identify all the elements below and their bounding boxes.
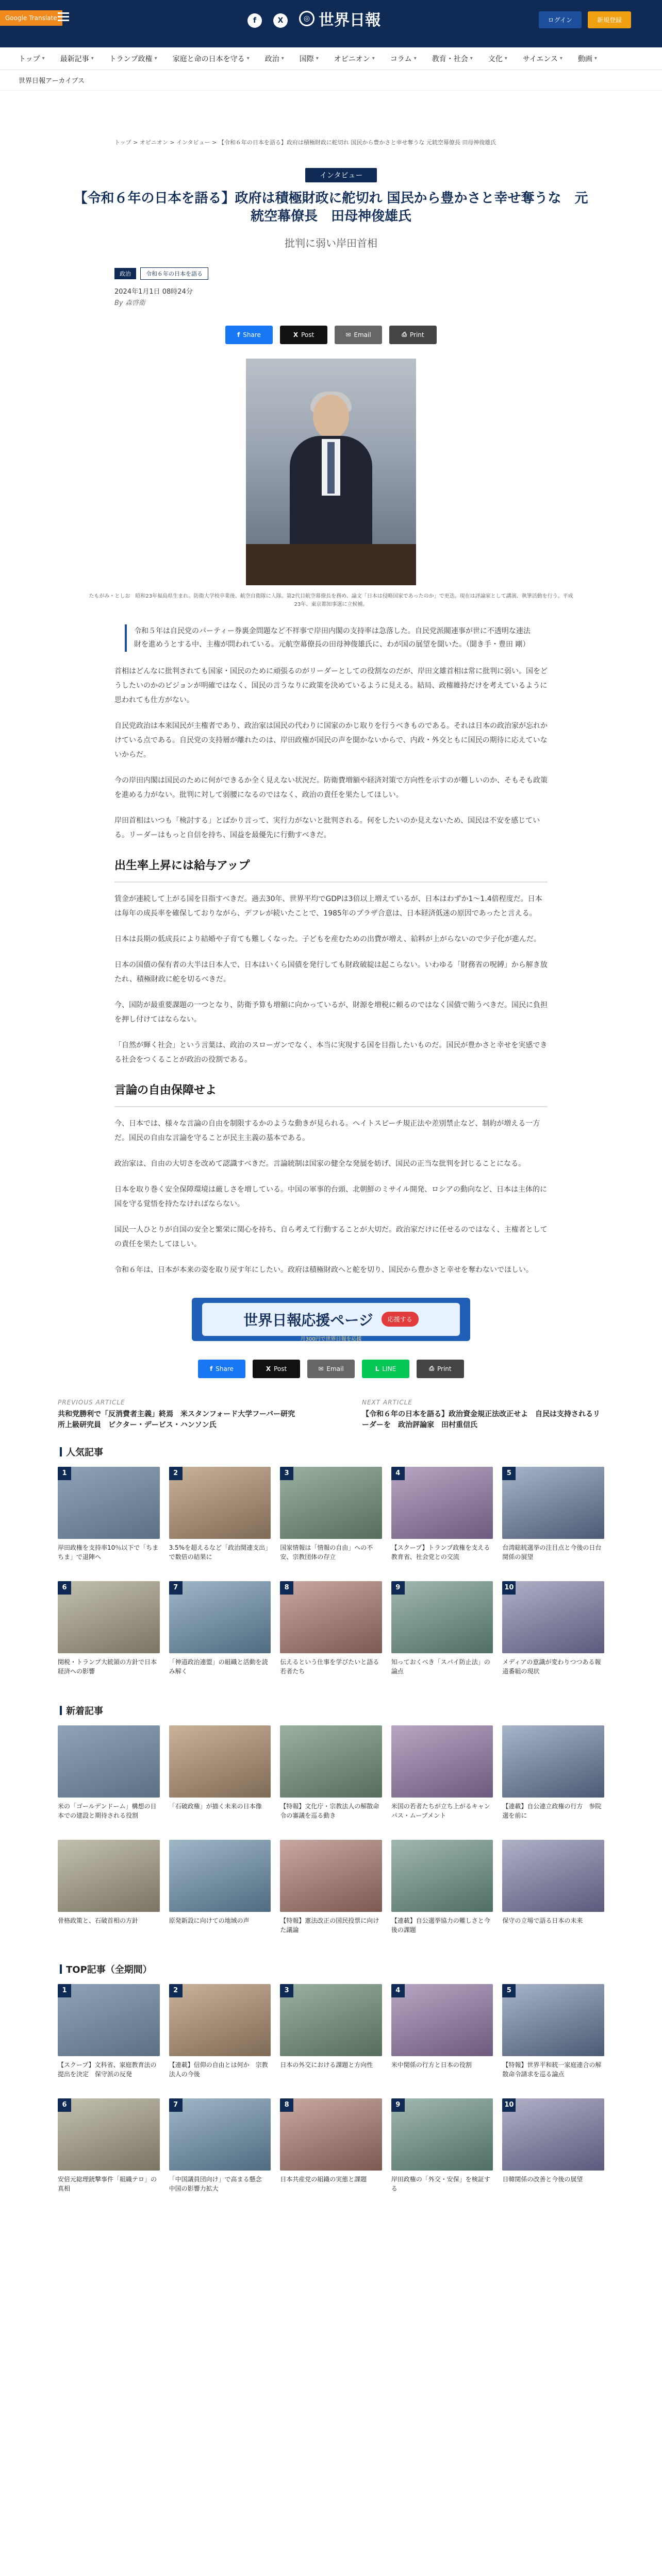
article-card[interactable] bbox=[502, 2098, 604, 2204]
paragraph: 岸田首相はいつも「検討する」とばかり言って、実行力がないと批判される。何をしたいのか見えないため、国民は不安を感じている。リーダーはもっと自信を持ち、国益を最優先に行動すべきだ。 bbox=[114, 816, 540, 839]
publish-date: 2024年1月1日 08時24分 bbox=[114, 288, 193, 296]
article-card-title[interactable]: 骨格政策と、石破首相の方針 bbox=[58, 1917, 139, 1924]
nav-item[interactable]: 動画 ▾ bbox=[578, 54, 597, 64]
popular-section bbox=[58, 1445, 604, 1686]
top-grid bbox=[58, 1984, 604, 2204]
share-x-button[interactable] bbox=[253, 1360, 300, 1378]
author-byline[interactable]: By 森啓衛 bbox=[114, 299, 145, 307]
nav-item[interactable]: 文化 ▾ bbox=[488, 54, 507, 64]
article-card[interactable] bbox=[280, 2098, 382, 2204]
new-grid bbox=[58, 1725, 604, 1945]
article-thumbnail[interactable] bbox=[169, 2098, 271, 2171]
article-card-title[interactable]: 【スクープ】文科省、家庭教育法の提出を決定 保守派の反発 bbox=[58, 2061, 157, 2078]
article-card[interactable] bbox=[280, 1984, 382, 2089]
rank-badge: 4 bbox=[391, 1467, 405, 1480]
article-card-title[interactable]: 台湾総統選挙の注目点と今後の日台関係の展望 bbox=[502, 1544, 602, 1561]
nav-item[interactable]: 政治 ▾ bbox=[265, 54, 284, 64]
x-icon[interactable]: X bbox=[273, 13, 288, 28]
article-card-title[interactable]: 伝えるという仕事を学びたいと語る若者たち bbox=[280, 1658, 379, 1675]
rank-badge: 6 bbox=[58, 1581, 71, 1595]
paragraph: 首相はどんなに批判されても国家・国民のために頑張るのがリーダーとしての役割なのだが、岸田文雄首相は常に批判に弱い。国をどうしたいのかのビジョンが明確ではなく、国民の言うなりに政策を決めているように見える。結局、政権維持だけを考えているように思われても仕方がない。 bbox=[114, 667, 548, 704]
print-icon: ⎙ bbox=[402, 331, 407, 338]
article-card-title[interactable]: 米の「ゴールデンドーム」構想の日本での建設と期待される役割 bbox=[58, 1802, 157, 1820]
article-card-title[interactable]: 保守の立場で語る日本の未来 bbox=[502, 1917, 583, 1924]
article-card-title[interactable]: 【特報】文化庁・宗教法人の解散命令の審議を巡る動き bbox=[280, 1802, 379, 1820]
hamburger-menu-icon[interactable] bbox=[58, 12, 69, 22]
article-thumbnail[interactable] bbox=[280, 1840, 382, 1912]
article-card[interactable] bbox=[280, 1581, 382, 1686]
article-thumbnail[interactable] bbox=[169, 1467, 271, 1539]
mail-icon: ✉ bbox=[318, 1365, 324, 1372]
new-section bbox=[58, 1704, 604, 1945]
article-thumbnail[interactable] bbox=[391, 1840, 493, 1912]
article-card[interactable] bbox=[169, 2098, 271, 2204]
section-title: 新着記事 bbox=[58, 1704, 604, 1717]
breadcrumb[interactable]: トップ > オピニオン > インタビュー > 【令和６年の日本を語る】政府は積極財政に舵切れ 国民から豊かさと幸せ奪うな 元統空幕僚長 田母神俊雄氏 bbox=[114, 139, 496, 146]
x-icon: X bbox=[266, 1365, 271, 1372]
print-label: Print bbox=[437, 1365, 452, 1372]
article-thumbnail[interactable] bbox=[58, 1467, 160, 1539]
article-card[interactable] bbox=[391, 1467, 493, 1572]
article-card[interactable] bbox=[502, 1725, 604, 1831]
article-card-title[interactable]: 日韓関係の改善と今後の展望 bbox=[502, 2175, 583, 2183]
article-card[interactable] bbox=[169, 1840, 271, 1945]
share-line-label: LINE bbox=[382, 1365, 396, 1372]
article-card[interactable] bbox=[169, 1984, 271, 2089]
rank-badge: 7 bbox=[169, 1581, 183, 1595]
article-headline: 【令和６年の日本を語る】政府は積極財政に舵切れ 国民から豊かさと幸せ奪うな 元統空幕僚長 田母神俊雄氏 bbox=[74, 191, 588, 225]
article bbox=[58, 91, 604, 2204]
previous-label: PREVIOUS ARTICLE bbox=[58, 1398, 125, 1406]
banner-support-button[interactable]: 応援する bbox=[382, 1312, 419, 1327]
prev-next-nav bbox=[58, 1399, 604, 1431]
share-line-button[interactable] bbox=[362, 1360, 409, 1378]
category-label[interactable]: インタビュー bbox=[305, 168, 377, 182]
nav-item[interactable]: 家庭と命の日本を守る ▾ bbox=[173, 54, 250, 64]
nav-item[interactable]: トランプ政権 ▾ bbox=[109, 54, 157, 64]
mail-icon: ✉ bbox=[345, 331, 351, 338]
popular-grid bbox=[58, 1467, 604, 1686]
article-body bbox=[114, 664, 548, 1277]
article-card[interactable] bbox=[280, 1840, 382, 1945]
share-x-button[interactable] bbox=[280, 326, 327, 344]
article-card-title[interactable]: 関税・トランプ大統領の方針で日本経済への影響 bbox=[58, 1658, 157, 1675]
share-facebook-button[interactable] bbox=[225, 326, 273, 344]
article-thumbnail[interactable] bbox=[280, 1984, 382, 2056]
print-label: Print bbox=[410, 331, 424, 338]
article-card[interactable] bbox=[280, 1467, 382, 1572]
article-card-title[interactable]: 【連載】自公連立政権の行方 参院選を前に bbox=[502, 1802, 602, 1820]
article-card-title[interactable]: 日本共産党の組織の実態と課題 bbox=[280, 2175, 367, 2183]
section-title: TOP記事（全期間） bbox=[58, 1962, 604, 1976]
article-card[interactable] bbox=[169, 1467, 271, 1572]
paragraph: 「自然が輝く社会」という言葉は、政治のスローガンでなく、本当に実現する国を目指したいものだ。国民が豊かさと幸せを実感できる社会をつくることが政治の役割である。 bbox=[114, 1041, 548, 1064]
paragraph: 国民一人ひとりが自国の安全と繁栄に関心を持ち、自ら考えて行動することが大切だ。政治家だけに任せるのではなく、主権者としての責任を果たしてほしい。 bbox=[114, 1225, 548, 1248]
nav-item[interactable]: トップ ▾ bbox=[19, 54, 45, 64]
previous-title: 共和党勝利で「反消費者主義」終焉 米スタンフォード大学フーバー研究所上級研究員 ビクター・デービス・ハンソン氏 bbox=[58, 1410, 295, 1429]
nav-item[interactable]: 教育・社会 ▾ bbox=[432, 54, 473, 64]
next-title: 【令和６年の日本を語る】政治資金規正法改正せよ 自民は支持されるリーダーを 政治評論家 田村重信氏 bbox=[362, 1410, 600, 1429]
previous-article-link[interactable] bbox=[58, 1399, 300, 1431]
login-button[interactable]: ログイン bbox=[539, 11, 582, 28]
register-button[interactable]: 新規登録 bbox=[588, 11, 631, 28]
article-thumbnail[interactable] bbox=[502, 2098, 604, 2171]
facebook-icon: f bbox=[237, 331, 240, 338]
article-card[interactable] bbox=[58, 1581, 160, 1686]
rank-badge: 9 bbox=[391, 1581, 405, 1595]
article-thumbnail[interactable] bbox=[169, 1984, 271, 2056]
nav-item[interactable]: 国際 ▾ bbox=[300, 54, 319, 64]
print-button[interactable] bbox=[389, 326, 437, 344]
banner-subtitle: 月300円で世界日報を応援 bbox=[300, 1336, 362, 1341]
photo-caption: たもがみ・としお 昭和23年福島県生まれ。防衛大学校卒業後、航空自衛隊に入隊。第2代目航空幕僚長を務め、論文「日本は侵略国家であったのか」で更迭。現在は評論家として講演、執筆活動を行う。平成23年、東京都知事選に立候補。 bbox=[89, 593, 573, 607]
top-header bbox=[0, 0, 662, 47]
article-thumbnail[interactable] bbox=[58, 1840, 160, 1912]
article-card-title[interactable]: 「神道政治連盟」の組織と活動を読み解く bbox=[169, 1658, 268, 1675]
rank-badge: 6 bbox=[58, 2098, 71, 2112]
article-thumbnail[interactable] bbox=[280, 1581, 382, 1653]
article-card-title[interactable]: 【特報】世界平和統一家庭連合の解散命令請求を巡る論点 bbox=[502, 2061, 602, 2078]
article-card[interactable] bbox=[169, 1581, 271, 1686]
article-lead: 令和５年は自民党のパーティー券裏金問題など不祥事で岸田内閣の支持率は急落した。自民党派閥連事が世に不透明な連法財を進めうとする中、主権が問われている。元航空幕僚長の田母神俊雄氏に、わが国の展望を聞いた。（聞き手・豊田 剛） bbox=[125, 624, 537, 652]
article-card[interactable] bbox=[58, 1725, 160, 1831]
article-card[interactable] bbox=[58, 1984, 160, 2089]
support-banner[interactable] bbox=[192, 1298, 470, 1341]
article-card[interactable] bbox=[391, 1984, 493, 2089]
article-thumbnail[interactable] bbox=[391, 1467, 493, 1539]
rank-badge: 5 bbox=[502, 1467, 516, 1480]
nav-item[interactable]: オピニオン ▾ bbox=[334, 54, 375, 64]
paragraph: 日本を取り巻く安全保障環境は厳しさを増している。中国の軍事的台頭、北朝鮮のミサイル開発、ロシアの動向など、日本は主体的に国を守る覚悟を持たなければならない。 bbox=[114, 1185, 548, 1208]
facebook-icon[interactable]: f bbox=[247, 13, 262, 28]
article-thumbnail[interactable] bbox=[280, 2098, 382, 2171]
share-email-label: Email bbox=[326, 1365, 344, 1372]
article-thumbnail[interactable] bbox=[169, 1725, 271, 1798]
article-card-title[interactable]: 「石破政権」が描く未来の日本像 bbox=[169, 1802, 262, 1810]
article-card[interactable] bbox=[502, 1467, 604, 1572]
next-label: NEXT ARTICLE bbox=[362, 1398, 412, 1406]
next-article-link[interactable] bbox=[362, 1399, 604, 1431]
section-heading: 言論の自由保障せよ bbox=[114, 1079, 548, 1107]
paragraph: 政治家は、自由の大切さを改めて認識すべきだ。言論統制は国家の健全な発展を妨げ、国民の正当な批判を封じることになる。 bbox=[114, 1159, 526, 1168]
paragraph: 日本の国債の保有者の大半は日本人で、日本はいくら国債を発行しても財政破綻は起こらない。いわゆる「財務省の呪縛」から解き放たれ、積極財政に舵を切るべきだ。 bbox=[114, 960, 548, 984]
share-email-label: Email bbox=[354, 331, 371, 338]
article-card-title[interactable]: 原発新設に向けての地域の声 bbox=[169, 1917, 250, 1924]
article-thumbnail[interactable] bbox=[502, 1467, 604, 1539]
article-thumbnail[interactable] bbox=[169, 1840, 271, 1912]
article-card[interactable] bbox=[391, 1840, 493, 1945]
article-thumbnail[interactable] bbox=[391, 1581, 493, 1653]
section-heading: 出生率上昇には給与アップ bbox=[114, 855, 548, 883]
article-card-title[interactable]: 岸田政権を支持率10％以下で「ちまちま」で退陣へ bbox=[58, 1544, 159, 1561]
logo-mark-icon: ◎ bbox=[299, 11, 315, 26]
article-thumbnail[interactable] bbox=[58, 2098, 160, 2171]
share-facebook-label: Share bbox=[243, 331, 261, 338]
banner-title: 世界日報応援ページ bbox=[243, 1311, 373, 1329]
article-card[interactable] bbox=[58, 2098, 160, 2204]
article-thumbnail[interactable] bbox=[502, 1581, 604, 1653]
rank-badge: 10 bbox=[502, 2098, 516, 2112]
share-x-label: Post bbox=[274, 1365, 287, 1372]
article-card[interactable] bbox=[502, 1840, 604, 1945]
share-buttons-top bbox=[58, 326, 604, 344]
line-icon: L bbox=[375, 1365, 379, 1372]
site-logo[interactable] bbox=[299, 7, 380, 30]
rank-badge: 7 bbox=[169, 2098, 183, 2112]
article-card-title[interactable]: 【連載】信仰の自由とは何か 宗教法人の今後 bbox=[169, 2061, 268, 2078]
logo-text: 世界日報 bbox=[319, 11, 380, 29]
paragraph: 日本は長期の低成長により結婚や子育ても難しくなった。子どもを産むための出費が増え、給料が上がらないので少子化が進んだ。 bbox=[114, 935, 541, 943]
article-thumbnail[interactable] bbox=[502, 1984, 604, 2056]
article-card-title[interactable]: 安倍元総理銃撃事件「組織テロ」の真相 bbox=[58, 2175, 157, 2193]
article-thumbnail[interactable] bbox=[58, 1581, 160, 1653]
article-card-title[interactable]: 知っておくべき「スパイ防止法」の論点 bbox=[391, 1658, 490, 1675]
article-card-title[interactable]: 【特報】憲法改正の国民投票に向けた議論 bbox=[280, 1917, 379, 1934]
article-thumbnail[interactable] bbox=[391, 1725, 493, 1798]
rank-badge: 8 bbox=[280, 2098, 293, 2112]
google-translate-button[interactable]: Google Translate bbox=[0, 10, 62, 26]
article-card-title[interactable]: 【連載】自公選挙協力の難しさと今後の課題 bbox=[391, 1917, 490, 1934]
article-card-title[interactable]: 「中国議員団向け」で高まる懸念 中国の影響力拡大 bbox=[169, 2175, 268, 2193]
paragraph: 今、日本では、様々な言論の自由を制限するかのような動きが見られる。ヘイトスピーチ規正法や差別禁止など、制約が増える一方だ。国民の自由な言論を守ることが民主主義の基本である。 bbox=[114, 1119, 540, 1142]
nav-item[interactable]: サイエンス ▾ bbox=[523, 54, 562, 64]
rank-badge: 2 bbox=[169, 1467, 183, 1480]
article-card[interactable] bbox=[58, 1840, 160, 1945]
main-nav bbox=[0, 47, 662, 70]
share-email-button[interactable] bbox=[335, 326, 382, 344]
share-x-label: Post bbox=[301, 331, 315, 338]
article-card-title[interactable]: 【スクープ】トランプ政権を支える教育省、社会党との交流 bbox=[391, 1544, 490, 1561]
article-card[interactable] bbox=[502, 1984, 604, 2089]
article-thumbnail[interactable] bbox=[58, 1984, 160, 2056]
section-title: 人気記事 bbox=[58, 1445, 604, 1459]
article-card[interactable] bbox=[391, 1725, 493, 1831]
article-subtitle: 批判に弱い岸田首相 bbox=[285, 237, 377, 250]
facebook-icon: f bbox=[210, 1365, 213, 1372]
article-card-title[interactable]: 岸田政権の「外交・安保」を検証する bbox=[391, 2175, 490, 2193]
sub-nav bbox=[0, 70, 662, 91]
print-icon: ⎙ bbox=[429, 1365, 434, 1372]
rank-badge: 3 bbox=[280, 1984, 293, 1997]
top-section bbox=[58, 1962, 604, 2204]
share-facebook-label: Share bbox=[216, 1365, 234, 1372]
article-thumbnail[interactable] bbox=[391, 2098, 493, 2171]
article-thumbnail[interactable] bbox=[58, 1725, 160, 1798]
rank-badge: 10 bbox=[502, 1581, 516, 1595]
article-card[interactable] bbox=[502, 1581, 604, 1686]
print-button[interactable] bbox=[417, 1360, 464, 1378]
paragraph: 今、国防が最重要課題の一つとなり、防衛予算も増額に向かっているが、財源を増税に頼るのではなく国債で賄うべきだ。国民に負担を押し付けてはならない。 bbox=[114, 1001, 548, 1024]
x-icon: X bbox=[293, 331, 299, 338]
rank-badge: 1 bbox=[58, 1984, 71, 1997]
share-buttons-bottom bbox=[58, 1360, 604, 1378]
article-thumbnail[interactable] bbox=[280, 1467, 382, 1539]
share-facebook-button[interactable] bbox=[198, 1360, 245, 1378]
article-card-title[interactable]: 米国の若者たちが立ち上がるキャンパス・ムーブメント bbox=[391, 1802, 490, 1820]
article-card[interactable] bbox=[169, 1725, 271, 1831]
paragraph: 自民党政治は本来国民が主権者であり、政治家は国民の代わりに国家のかじ取りを行うべきものである。それは日本の政治家が忘れかけている点である。自民党の支持層が離れたのは、岸田政権が国民の声を聞かないからで、内政・外交ともに国民の期待に応えていないからだ。 bbox=[114, 721, 548, 759]
tag-politics[interactable]: 政治 bbox=[114, 268, 136, 279]
article-thumbnail[interactable] bbox=[502, 1725, 604, 1798]
article-card-title[interactable]: メディアの意識が変わりつつある報道番組の現状 bbox=[502, 1658, 601, 1675]
rank-badge: 8 bbox=[280, 1581, 293, 1595]
article-photo bbox=[246, 359, 416, 585]
article-thumbnail[interactable] bbox=[169, 1581, 271, 1653]
header-social bbox=[247, 13, 288, 28]
article-card[interactable] bbox=[58, 1467, 160, 1572]
rank-badge: 5 bbox=[502, 1984, 516, 1997]
paragraph: 賃金が連続して上がる国を目指すべきだ。過去30年、世界平均でGDPは3倍以上増えているが、日本はわずか1～1.4倍程度だ。日本は毎年の成長率を確保しておりながら、デフレが続いたことで、1985年のプラザ合意は、日本経済低迷の原因であったと言える。 bbox=[114, 894, 542, 918]
tag-series[interactable]: 令和６年の日本を語る bbox=[140, 267, 208, 280]
rank-badge: 4 bbox=[391, 1984, 405, 1997]
article-thumbnail[interactable] bbox=[280, 1725, 382, 1798]
article-card[interactable] bbox=[391, 1581, 493, 1686]
article-card-title[interactable]: 米中関係の行方と日本の役割 bbox=[391, 2061, 472, 2069]
archive-link[interactable]: 世界日報アーカイブス bbox=[19, 77, 85, 85]
share-email-button[interactable] bbox=[307, 1360, 355, 1378]
nav-item[interactable]: コラム ▾ bbox=[390, 54, 417, 64]
article-card[interactable] bbox=[391, 2098, 493, 2204]
article-card[interactable] bbox=[280, 1725, 382, 1831]
article-card-title[interactable]: 3.5%を超えるなど「政治関連支出」で数倍の結果に bbox=[169, 1544, 269, 1561]
rank-badge: 3 bbox=[280, 1467, 293, 1480]
paragraph: 今の岸田内閣は国民のために何ができるか全く見えない状況だ。防衛費増額や経済対策で方向性を示すのが難しいのか、そもそも政策を進める力がない。批判に対して弱腰になるのではなく、政治の責任を果たしてほしい。 bbox=[114, 776, 548, 799]
rank-badge: 9 bbox=[391, 2098, 405, 2112]
tag-row bbox=[58, 267, 604, 280]
article-thumbnail[interactable] bbox=[502, 1840, 604, 1912]
article-card-title[interactable]: 国家情報は「情報の自由」への不安、宗教団体の存立 bbox=[280, 1544, 373, 1561]
article-thumbnail[interactable] bbox=[391, 1984, 493, 2056]
nav-item[interactable]: 最新記事 ▾ bbox=[60, 54, 94, 64]
account-actions bbox=[539, 11, 631, 28]
rank-badge: 1 bbox=[58, 1467, 71, 1480]
rank-badge: 2 bbox=[169, 1984, 183, 1997]
article-card-title[interactable]: 日本の外交における課題と方向性 bbox=[280, 2061, 373, 2069]
paragraph: 令和６年は、日本が本来の姿を取り戻す年にしたい。政府は積極財政へと舵を切り、国民から豊かさと幸せを奪わないでほしい。 bbox=[114, 1265, 533, 1274]
